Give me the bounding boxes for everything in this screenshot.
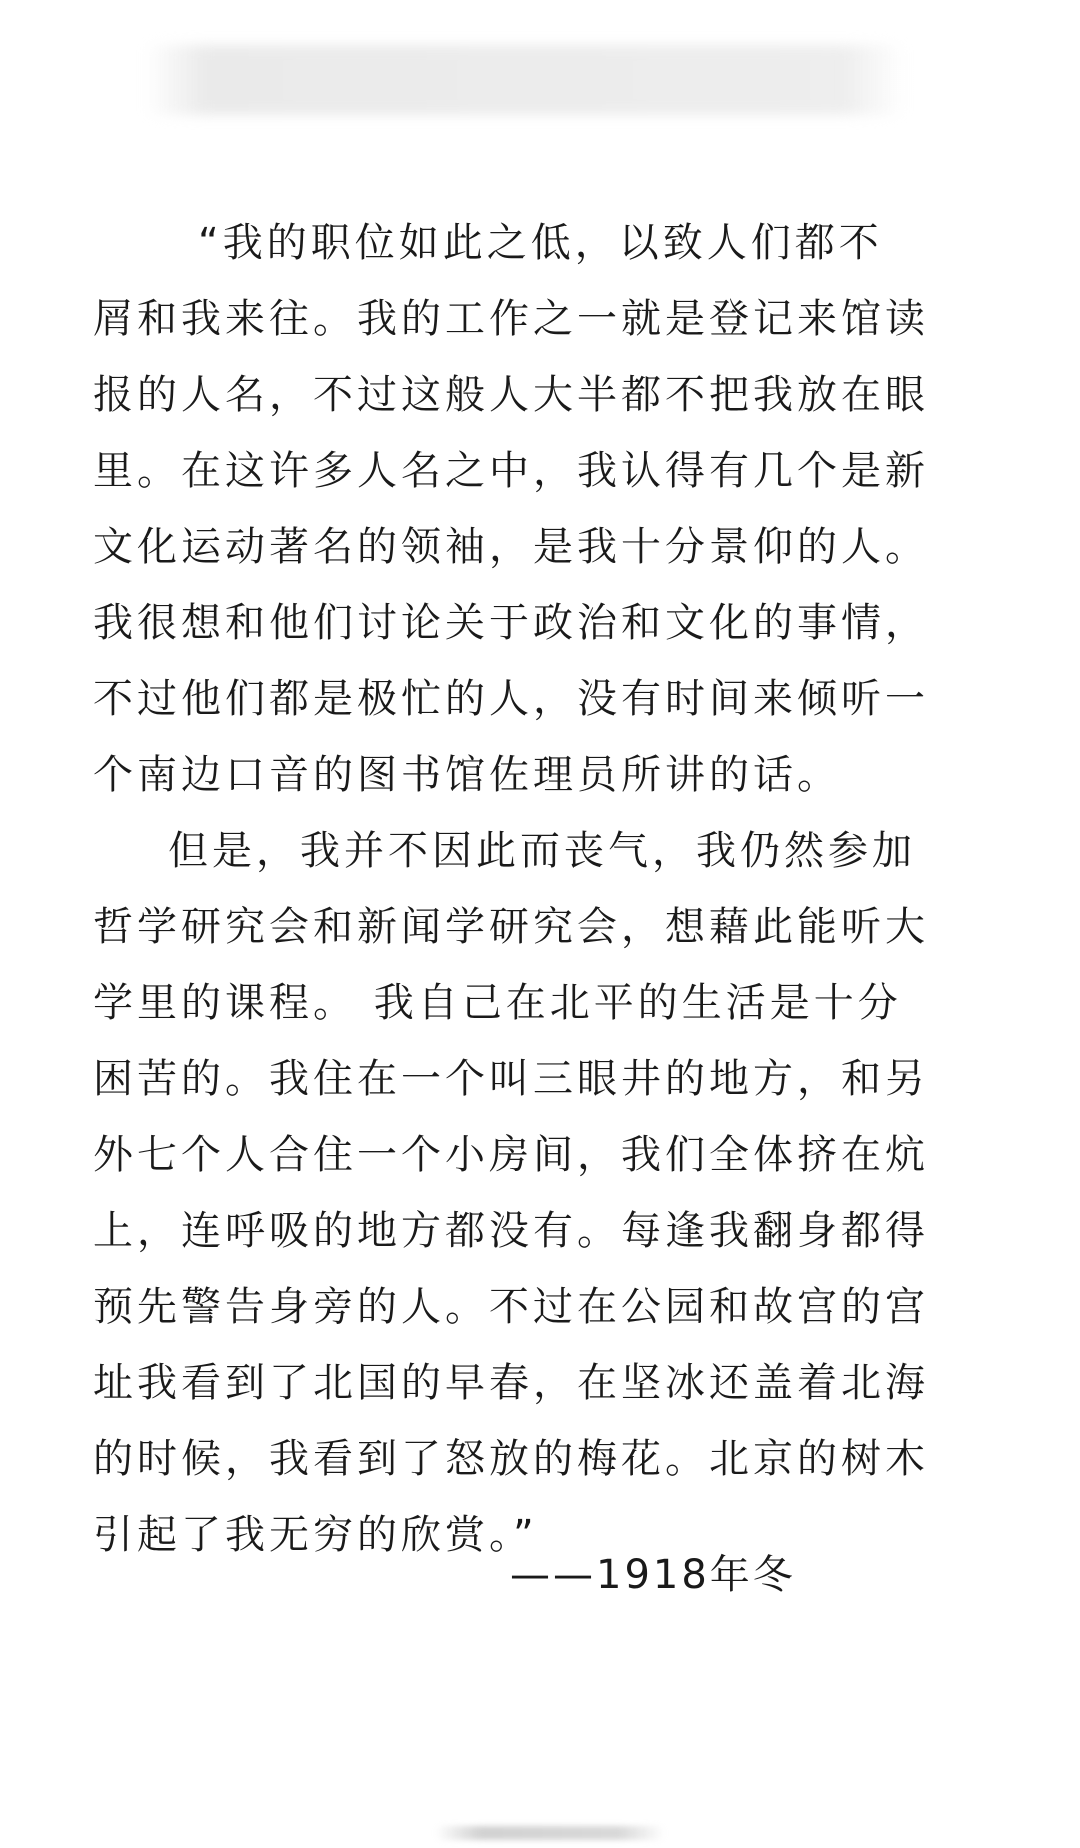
text-line: 但是，我并不因此而丧气，我仍然参加: [168, 828, 916, 874]
text-line: 不过他们都是极忙的人，没有时间来倾听一: [93, 676, 929, 722]
text-line: 引起了我无穷的欣赏。”: [93, 1512, 538, 1558]
blurred-bottom-indicator: [435, 1826, 665, 1840]
paragraph-2: [93, 813, 929, 1573]
text-line: 哲学研究会和新闻学研究会，想藉此能听大: [93, 904, 929, 950]
text-line: 外七个人合住一个小房间，我们全体挤在炕: [93, 1132, 929, 1178]
blurred-header: [145, 45, 905, 115]
text-line: 困苦的。我住在一个叫三眼井的地方，和另: [93, 1056, 929, 1102]
paragraph-1: [93, 205, 929, 813]
document-body: [93, 205, 929, 1573]
text-line: 我很想和他们讨论关于政治和文化的事情，: [93, 600, 929, 646]
text-line: 里。在这许多人名之中，我认得有几个是新: [93, 448, 929, 494]
text-line: 屑和我来往。我的工作之一就是登记来馆读: [93, 296, 929, 342]
text-line: 址我看到了北国的早春，在坚冰还盖着北海: [93, 1360, 929, 1406]
text-line: 的时候，我看到了怒放的梅花。北京的树木: [93, 1436, 929, 1482]
text-line: 预先警告身旁的人。不过在公园和故宫的宫: [93, 1284, 929, 1330]
text-line: 报的人名，不过这般人大半都不把我放在眼: [93, 372, 929, 418]
text-line: 个南边口音的图书馆佐理员所讲的话。: [93, 752, 841, 798]
text-line: “我的职位如此之低，以致人们都不: [198, 220, 883, 266]
text-line: 学里的课程。 我自己在北平的生活是十分: [93, 980, 902, 1026]
text-line: 上，连呼吸的地方都没有。每逢我翻身都得: [93, 1208, 929, 1254]
signature-date: ——1918年冬: [510, 1552, 796, 1598]
text-line: 文化运动著名的领袖，是我十分景仰的人。: [93, 524, 929, 570]
